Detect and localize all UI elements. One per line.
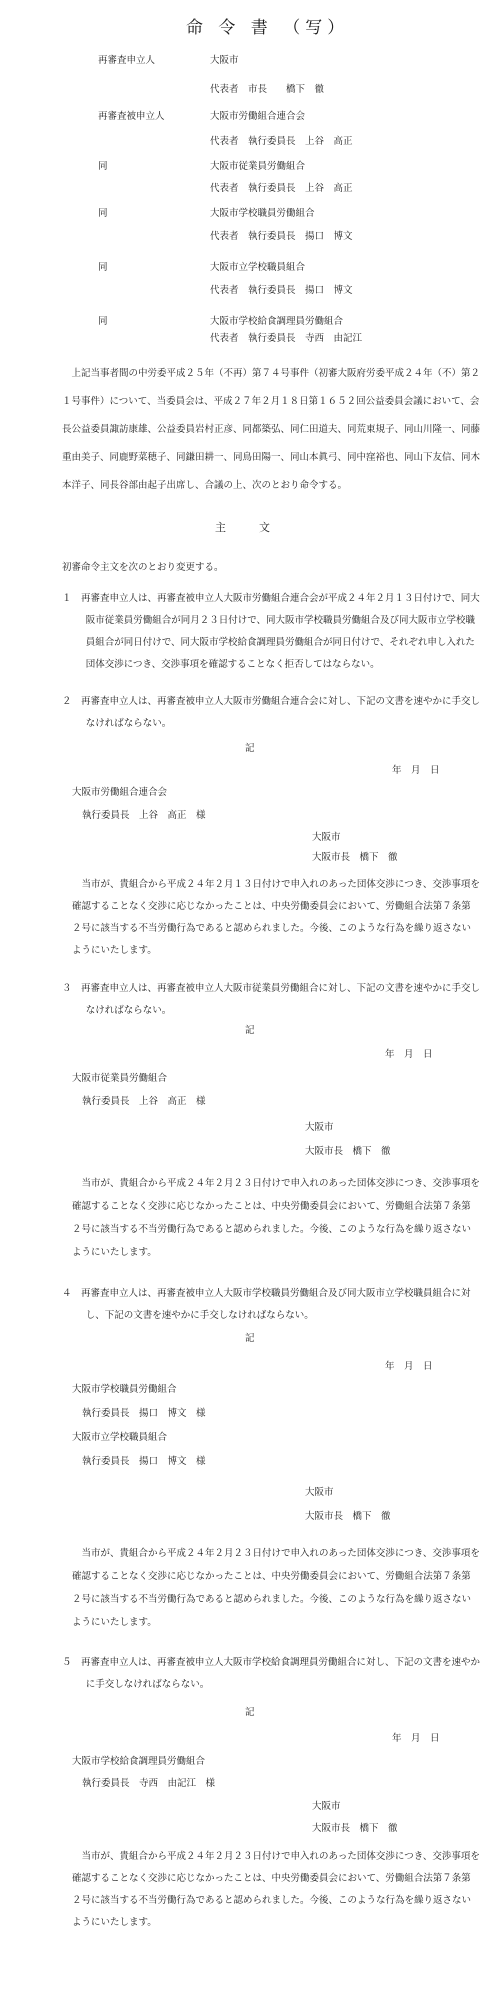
party-representative: 代表者 市長 橋下 徹 [210, 84, 325, 95]
party-role: 同 [98, 316, 108, 327]
change-statement: 初審命令主文を次のとおり変更する。 [62, 562, 224, 573]
ki-label: 記 [245, 1707, 255, 1718]
notice-sender: 大阪市 [312, 1801, 341, 1812]
notice-addressee-rep: 執行委員長 上谷 高正 様 [82, 810, 206, 821]
notice-sender: 大阪市 [305, 1487, 334, 1498]
notice-sender: 大阪市 [305, 1122, 334, 1133]
party-representative: 代表者 執行委員長 上谷 高正 [210, 183, 353, 194]
party-name: 大阪市労働組合連合会 [210, 111, 306, 122]
order-item-5: ５ 再審査申立人は、再審査被申立人大阪市学校給食調理員労働組合に対し、下記の文書を速やかに手交しなければならない。 [62, 1657, 481, 1690]
order-item-3: ３ 再審査申立人は、再審査被申立人大阪市従業員労働組合に対し、下記の文書を速やかに手交しなければならない。 [62, 983, 481, 1016]
notice-addressee-rep: 執行委員長 上谷 高正 様 [82, 1096, 206, 1107]
notice-body: 当市が、貴組合から平成２４年２月１３日付けで申入れのあった団体交渉につき、交渉事項を確認することなく交渉に応じなかったことは、中央労働委員会において、労働組合法第７条第２号に該当する不当労働行為であると認められました。今後、このような行為を繰り返さないようにいたします。 [72, 879, 480, 956]
party-representative: 代表者 執行委員長 寺西 由記江 [210, 333, 363, 344]
party-representative: 代表者 執行委員長 上谷 高正 [210, 136, 353, 147]
party-role: 同 [98, 208, 108, 219]
notice-addressee: 大阪市学校給食調理員労働組合 [72, 1756, 206, 1767]
notice-addressee: 大阪市労働組合連合会 [72, 787, 168, 798]
party-role: 同 [98, 262, 108, 273]
notice-sender-rep: 大阪市長 橋下 徹 [305, 1146, 391, 1157]
main-text-heading: 主 文 [215, 521, 270, 534]
date-blank: 年 月 日 [385, 1049, 433, 1060]
ki-label: 記 [245, 1025, 255, 1036]
notice-addressee-rep: 執行委員長 揚口 博文 様 [82, 1456, 206, 1467]
party-role: 再審査申立人 [98, 55, 156, 66]
notice-addressee: 大阪市立学校職員組合 [72, 1432, 168, 1443]
date-blank: 年 月 日 [385, 1361, 433, 1372]
notice-addressee-rep: 執行委員長 寺西 由記江 様 [82, 1778, 216, 1789]
notice-sender-rep: 大阪市長 橋下 徹 [312, 1823, 398, 1834]
party-name: 大阪市従業員労働組合 [210, 161, 306, 172]
order-item-1: １ 再審査申立人は、再審査被申立人大阪市労働組合連合会が平成２４年２月１３日付けで、同大阪市従業員労働組合が同月２３日付けで、同大阪市学校職員労働組合及び同大阪市立学校職員組合が同日付けで、同大阪市学校給食調理員労働組合が同日付けで、それぞれ申し入れた団体交渉につき、交渉事項を確認することなく拒否してはならない。 [62, 593, 480, 670]
notice-sender: 大阪市 [312, 832, 341, 843]
intro-paragraph: 上記当事者間の中労委平成２５年（不再）第７４号事件（初審大阪府労委平成２４年（不）第２１号事件）について、当委員会は、平成２７年２月１８日第１６５２回公益委員会議において、会長公益委員諏訪康雄、公益委員岩村正彦、同都築弘、同仁田道夫、同荒東規子、同山川隆一、同藤重由美子、同鹿野菜穂子、同鎌田耕一、同鳥田陽一、同山本眞弓、同中窪裕也、同山下友信、同木本洋子、同長谷部由起子出席し、合議の上、次のとおり命令する。 [62, 368, 481, 491]
ki-label: 記 [245, 743, 255, 754]
notice-body: 当市が、貴組合から平成２４年２月２３日付けで申入れのあった団体交渉につき、交渉事項を確認することなく交渉に応じなかったことは、中央労働委員会において、労働組合法第７条第２号に該当する不当労働行為であると認められました。今後、このような行為を繰り返さないようにいたします。 [72, 1548, 480, 1628]
party-name: 大阪市学校給食調理員労働組合 [210, 316, 344, 327]
document-title: 命 令 書 （写） [186, 18, 350, 38]
party-name: 大阪市 [210, 55, 239, 66]
order-item-4: ４ 再審査申立人は、再審査被申立人大阪市学校職員労働組合及び同大阪市立学校職員組合に対し、下記の文書を速やかに手交しなければならない。 [62, 1288, 471, 1321]
date-blank: 年 月 日 [392, 1733, 440, 1744]
notice-sender-rep: 大阪市長 橋下 徹 [312, 852, 398, 863]
notice-addressee: 大阪市従業員労働組合 [72, 1073, 168, 1084]
ki-label: 記 [245, 1333, 255, 1344]
date-blank: 年 月 日 [392, 765, 440, 776]
party-name: 大阪市立学校職員組合 [210, 262, 306, 273]
notice-sender-rep: 大阪市長 橋下 徹 [305, 1511, 391, 1522]
notice-body: 当市が、貴組合から平成２４年２月２３日付けで申入れのあった団体交渉につき、交渉事項を確認することなく交渉に応じなかったことは、中央労働委員会において、労働組合法第７条第２号に該当する不当労働行為であると認められました。今後、このような行為を繰り返さないようにいたします。 [72, 1851, 480, 1928]
notice-addressee: 大阪市学校職員労働組合 [72, 1384, 177, 1395]
party-name: 大阪市学校職員労働組合 [210, 208, 315, 219]
party-representative: 代表者 執行委員長 揚口 博文 [210, 231, 353, 242]
party-role: 同 [98, 161, 108, 172]
party-role: 再審査被申立人 [98, 111, 165, 122]
party-representative: 代表者 執行委員長 揚口 博文 [210, 285, 353, 296]
notice-addressee-rep: 執行委員長 揚口 博文 様 [82, 1408, 206, 1419]
notice-body: 当市が、貴組合から平成２４年２月２３日付けで申入れのあった団体交渉につき、交渉事項を確認することなく交渉に応じなかったことは、中央労働委員会において、労働組合法第７条第２号に該当する不当労働行為であると認められました。今後、このような行為を繰り返さないようにいたします。 [72, 1178, 480, 1258]
order-item-2: ２ 再審査申立人は、再審査被申立人大阪市労働組合連合会に対し、下記の文書を速やかに手交しなければならない。 [62, 696, 481, 729]
